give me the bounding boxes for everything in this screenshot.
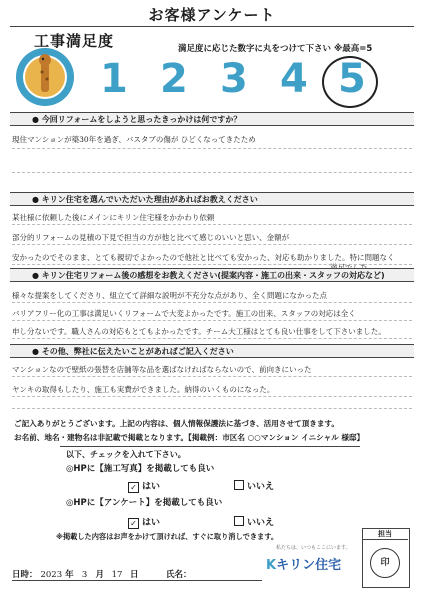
photo-yes-label: はい [142,482,161,492]
page-title: お客様アンケート [148,6,276,24]
rating-option-4[interactable]: 4 [280,56,308,102]
thank-you-notice: ご記入ありがとうございます。上記の内容は、個人情報保護法に基づき、活用させて頂きます。 [14,419,340,428]
answer-line [12,264,412,265]
staff-seal: 印 [370,548,400,578]
removal-notice: ※掲載した内容はお声をかけて頂ければ、すぐに取り消しできます。 [56,532,279,541]
photo-no-option[interactable] [234,479,274,492]
kirin-logo-text: キリン住宅 [276,558,342,573]
photo-no-checkbox[interactable] [234,480,244,490]
kirin-logo-mark-icon: K [266,558,277,573]
date-month: 3 [81,570,88,580]
date-day: 17 [111,570,123,580]
question-2-answer-line-1: 某社様に依頼した後にメインにキリン住宅様をかかわり依頼 [12,213,215,222]
question-1-answer: 現住マンションが築30年を過ぎ、バスタブの傷が ひどくなってきたため [12,135,256,144]
question-3-answer-line-2: バリアフリー化の工事は満足いくリフォームで大変よかったです。施工の出来、スタッフの対応は全く [12,309,356,318]
question-2-answer-line-2: 部分的リフォームの見積の下見で担当の方が他と比べて感じのいいと思い、金額が [12,233,290,242]
answer-line [12,338,412,339]
rating-option-3[interactable]: 3 [220,56,248,102]
staff-label: 担当 [362,529,408,540]
date-row [12,568,139,580]
survey-permission-label: ◎HPに【アンケート】を掲載しても良い [66,498,223,508]
photo-yes-option[interactable] [128,479,160,493]
selected-rating-circle [322,56,378,108]
date-label: 日時： [12,570,38,580]
question-3-label: ● キリン住宅リフォーム後の感想をお教えください(提案内容・施工の出来・スタッフの対応など) [10,268,414,282]
answer-line [12,376,412,377]
answer-line [12,244,412,245]
answer-line [12,320,412,321]
question-1-label: ● 今回リフォームをしようと思ったきっかけは何ですか？ [10,112,414,126]
name-label: 氏名： [166,570,192,580]
footer-divider [60,446,360,447]
question-2-answer-line-3: 安かったのでそのまま、とても親切でよかったので他社と比べても安かった、対応も助かりました。特に問題なく [12,253,395,262]
date-month-unit: 月 [95,570,105,580]
date-year-unit: 年 [65,570,74,580]
survey-no-checkbox[interactable] [234,516,244,526]
question-2-label: ● キリン住宅を選んでいただいた理由があればお教えください [10,192,414,206]
rating-option-2[interactable]: 2 [160,56,188,102]
answer-line [12,408,412,409]
survey-yes-checkbox[interactable]: ✓ [128,518,139,529]
satisfaction-title: 工事満足度 [34,32,115,50]
question-3-answer-line-1: 様々な提案をしてくださり、組立てて詳細な説明が不充分な点があり、全く問題になかった点 [12,291,327,300]
survey-no-label: いいえ [247,518,275,528]
signature-line [12,580,262,581]
survey-yes-option[interactable] [128,515,160,529]
kirin-logo [266,554,341,573]
date-day-unit: 日 [130,570,139,580]
question-4-answer-line-1: マンションなので壁紙の張替を店舗等な品を選ばなければならないので、前向きにいった [12,365,312,374]
publishing-example-notice: お名前、地名・建物名は非記載で掲載となります。【掲載例：市区名 ○○マンション イニシャル 様邸】 [14,433,365,442]
logo-tagline: 私たちは、いつもここにいます。 [276,545,351,551]
giraffe-mascot-icon [14,46,76,108]
photo-no-label: いいえ [247,482,275,492]
answer-line [12,302,412,303]
title-divider [10,26,414,27]
rating-option-5[interactable]: 5 [338,56,366,102]
answer-line [12,224,412,225]
question-3-answer-line-3: 申し分ないです。職人さんの対応もとてもよかったです。チーム大工様はとても良い仕事をして下さいました。 [12,327,386,336]
survey-yes-label: はい [142,518,161,528]
question-4-label: ● その他、弊社に伝えたいことがあればご記入ください [10,344,414,358]
check-instruction: 以下、チェックを入れて下さい。 [66,450,186,459]
photo-yes-checkbox[interactable]: ✓ [128,482,139,493]
satisfaction-instruction: 満足度に応じた数字に丸をつけて下さい ※最高=5 [178,44,373,54]
answer-line [12,396,412,397]
date-year: 2023 [40,570,63,580]
answer-line [12,172,412,173]
rating-option-1[interactable]: 1 [100,56,128,102]
answer-line [12,148,412,149]
survey-no-option[interactable] [234,515,274,528]
photo-permission-label: ◎HPに【施工写真】を掲載しても良い [66,464,215,474]
question-4-answer-line-2: ヤンキの取得もしたり、施工も実費ができました。納得のいくものになった。 [12,385,275,394]
